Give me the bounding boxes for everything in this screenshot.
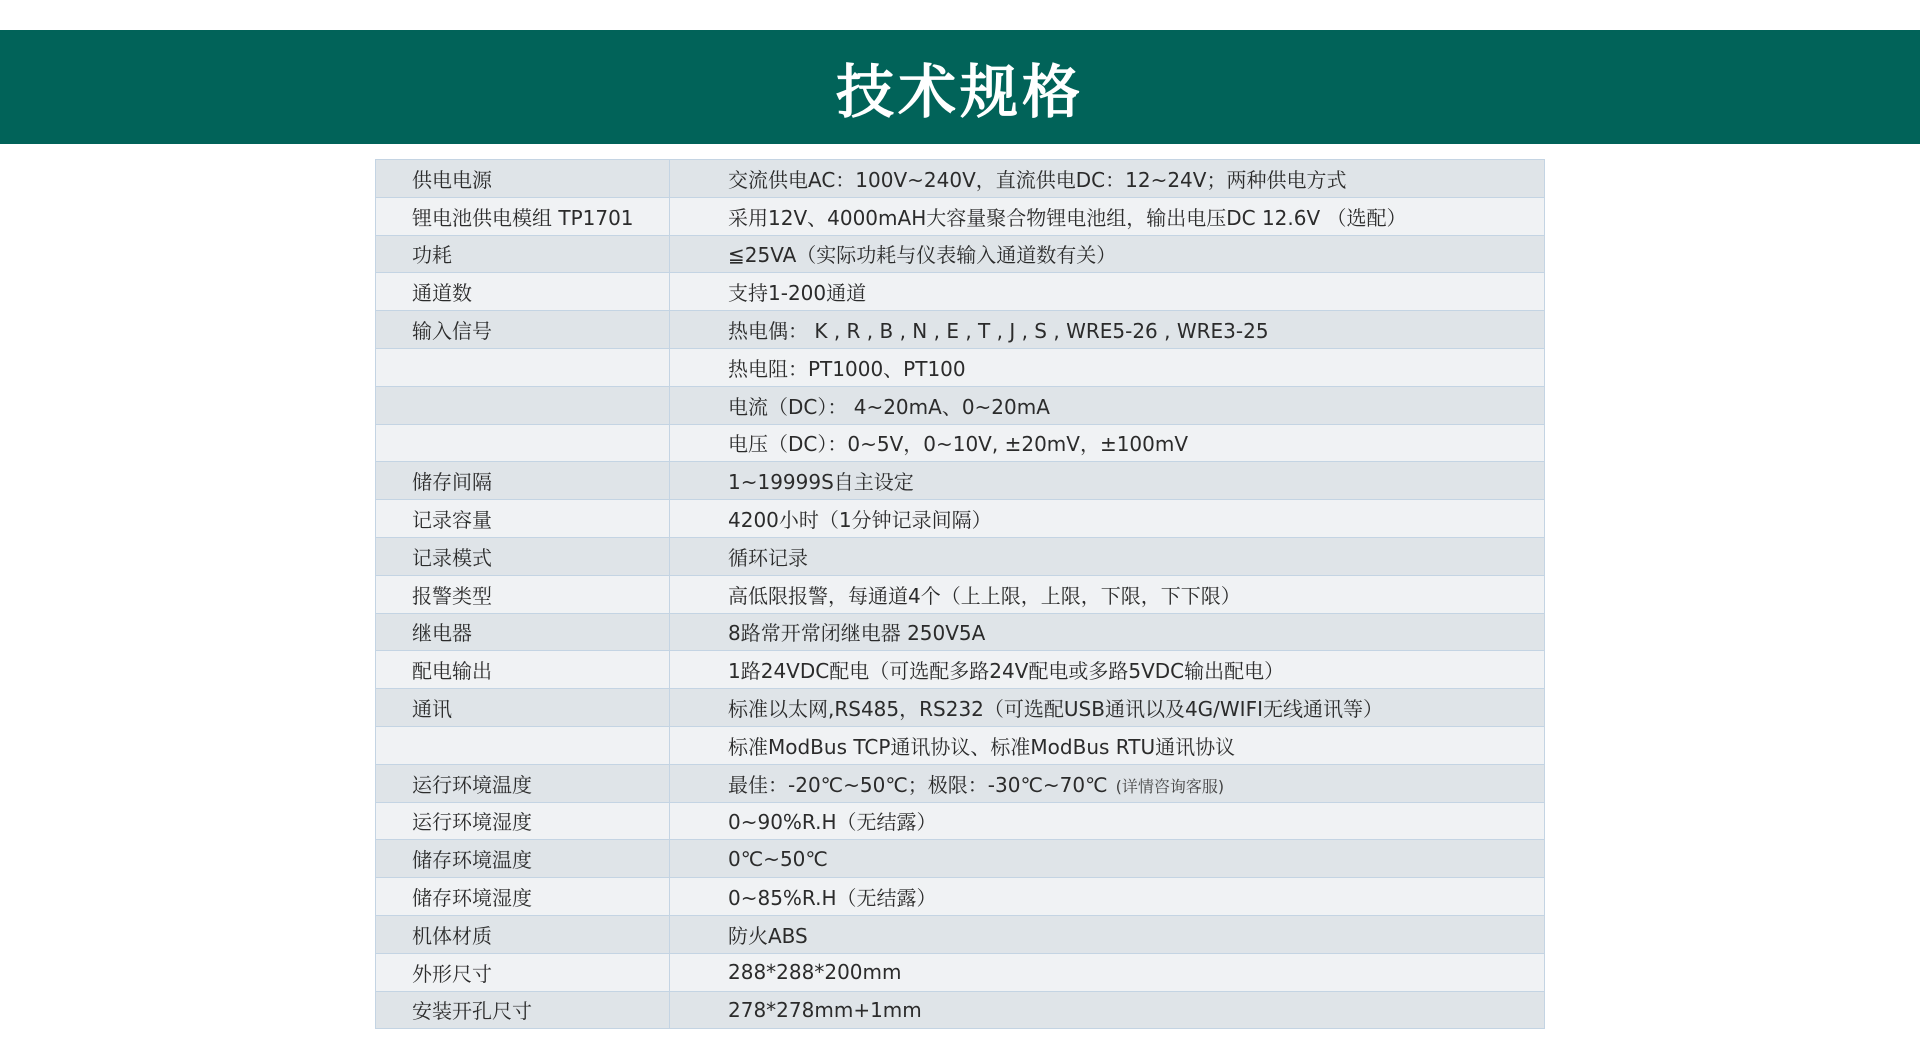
spec-label <box>376 348 670 386</box>
spec-value: 288*288*200mm <box>670 953 1545 991</box>
spec-label: 记录容量 <box>376 500 670 538</box>
table-row <box>376 235 1545 273</box>
table-row <box>376 802 1545 840</box>
spec-label: 输入信号 <box>376 311 670 349</box>
spec-value: 1~19999S自主设定 <box>670 462 1545 500</box>
spec-label: 记录模式 <box>376 537 670 575</box>
table-row <box>376 915 1545 953</box>
spec-label: 运行环境温度 <box>376 764 670 802</box>
spec-value: 4200小时（1分钟记录间隔） <box>670 500 1545 538</box>
spec-value: 8路常开常闭继电器 250V5A <box>670 613 1545 651</box>
spec-label: 安装开孔尺寸 <box>376 991 670 1029</box>
spec-label: 机体材质 <box>376 915 670 953</box>
table-row <box>376 726 1545 764</box>
spec-value: 278*278mm+1mm <box>670 991 1545 1029</box>
spec-value: 电压（DC）：0~5V，0~10V, ±20mV，±100mV <box>670 424 1545 462</box>
spec-label: 储存环境湿度 <box>376 878 670 916</box>
table-row <box>376 840 1545 878</box>
table-row <box>376 424 1545 462</box>
table-row <box>376 651 1545 689</box>
spec-value-text: 最佳：-20℃~50℃；极限：-30℃~70℃ <box>728 772 1108 797</box>
spec-label: 继电器 <box>376 613 670 651</box>
spec-value: 0~85%R.H（无结露） <box>670 878 1545 916</box>
spec-label: 储存间隔 <box>376 462 670 500</box>
table-row <box>376 537 1545 575</box>
spec-value: 高低限报警，每通道4个（上上限，上限，下限，下下限） <box>670 575 1545 613</box>
table-row <box>376 386 1545 424</box>
table-row <box>376 311 1545 349</box>
spec-label: 供电电源 <box>376 160 670 198</box>
table-row <box>376 500 1545 538</box>
spec-label: 运行环境湿度 <box>376 802 670 840</box>
table-row <box>376 878 1545 916</box>
spec-label <box>376 424 670 462</box>
spec-value: 电流（DC）： 4~20mA、0~20mA <box>670 386 1545 424</box>
spec-value <box>670 764 1545 802</box>
spec-label: 外形尺寸 <box>376 953 670 991</box>
spec-note: (详情咨询客服) <box>1115 776 1225 796</box>
spec-label <box>376 726 670 764</box>
spec-label: 通道数 <box>376 273 670 311</box>
spec-value: 热电偶： K , R , B , N , E , T , J , S , WRE5-26 , WRE3-25 <box>670 311 1545 349</box>
spec-value: 支持1-200通道 <box>670 273 1545 311</box>
spec-value: 标准ModBus TCP通讯协议、标准ModBus RTU通讯协议 <box>670 726 1545 764</box>
table-row <box>376 953 1545 991</box>
spec-value: ≦25VA（实际功耗与仪表输入通道数有关） <box>670 235 1545 273</box>
spec-table <box>375 159 1545 1029</box>
spec-label: 通讯 <box>376 689 670 727</box>
table-row <box>376 273 1545 311</box>
spec-value: 0℃~50℃ <box>670 840 1545 878</box>
spec-label: 功耗 <box>376 235 670 273</box>
table-row <box>376 462 1545 500</box>
table-row <box>376 348 1545 386</box>
table-row <box>376 575 1545 613</box>
spec-label: 储存环境温度 <box>376 840 670 878</box>
table-row <box>376 197 1545 235</box>
header-banner <box>0 30 1920 144</box>
spec-value: 热电阻：PT1000、PT100 <box>670 348 1545 386</box>
spec-value: 采用12V、4000mAH大容量聚合物锂电池组，输出电压DC 12.6V （选配） <box>670 197 1545 235</box>
page-title: 技术规格 <box>835 58 1084 126</box>
spec-label: 配电输出 <box>376 651 670 689</box>
spec-value: 0~90%R.H（无结露） <box>670 802 1545 840</box>
spec-value: 交流供电AC：100V~240V，直流供电DC：12~24V；两种供电方式 <box>670 160 1545 198</box>
spec-value: 循环记录 <box>670 537 1545 575</box>
spec-label: 报警类型 <box>376 575 670 613</box>
table-row <box>376 160 1545 198</box>
spec-value: 标准以太网,RS485，RS232（可选配USB通讯以及4G/WIFI无线通讯等） <box>670 689 1545 727</box>
table-row <box>376 613 1545 651</box>
spec-label: 锂电池供电模组 TP1701 <box>376 197 670 235</box>
table-row <box>376 764 1545 802</box>
spec-value: 1路24VDC配电（可选配多路24V配电或多路5VDC输出配电） <box>670 651 1545 689</box>
table-row <box>376 991 1545 1029</box>
spec-label <box>376 386 670 424</box>
spec-value: 防火ABS <box>670 915 1545 953</box>
table-row <box>376 689 1545 727</box>
